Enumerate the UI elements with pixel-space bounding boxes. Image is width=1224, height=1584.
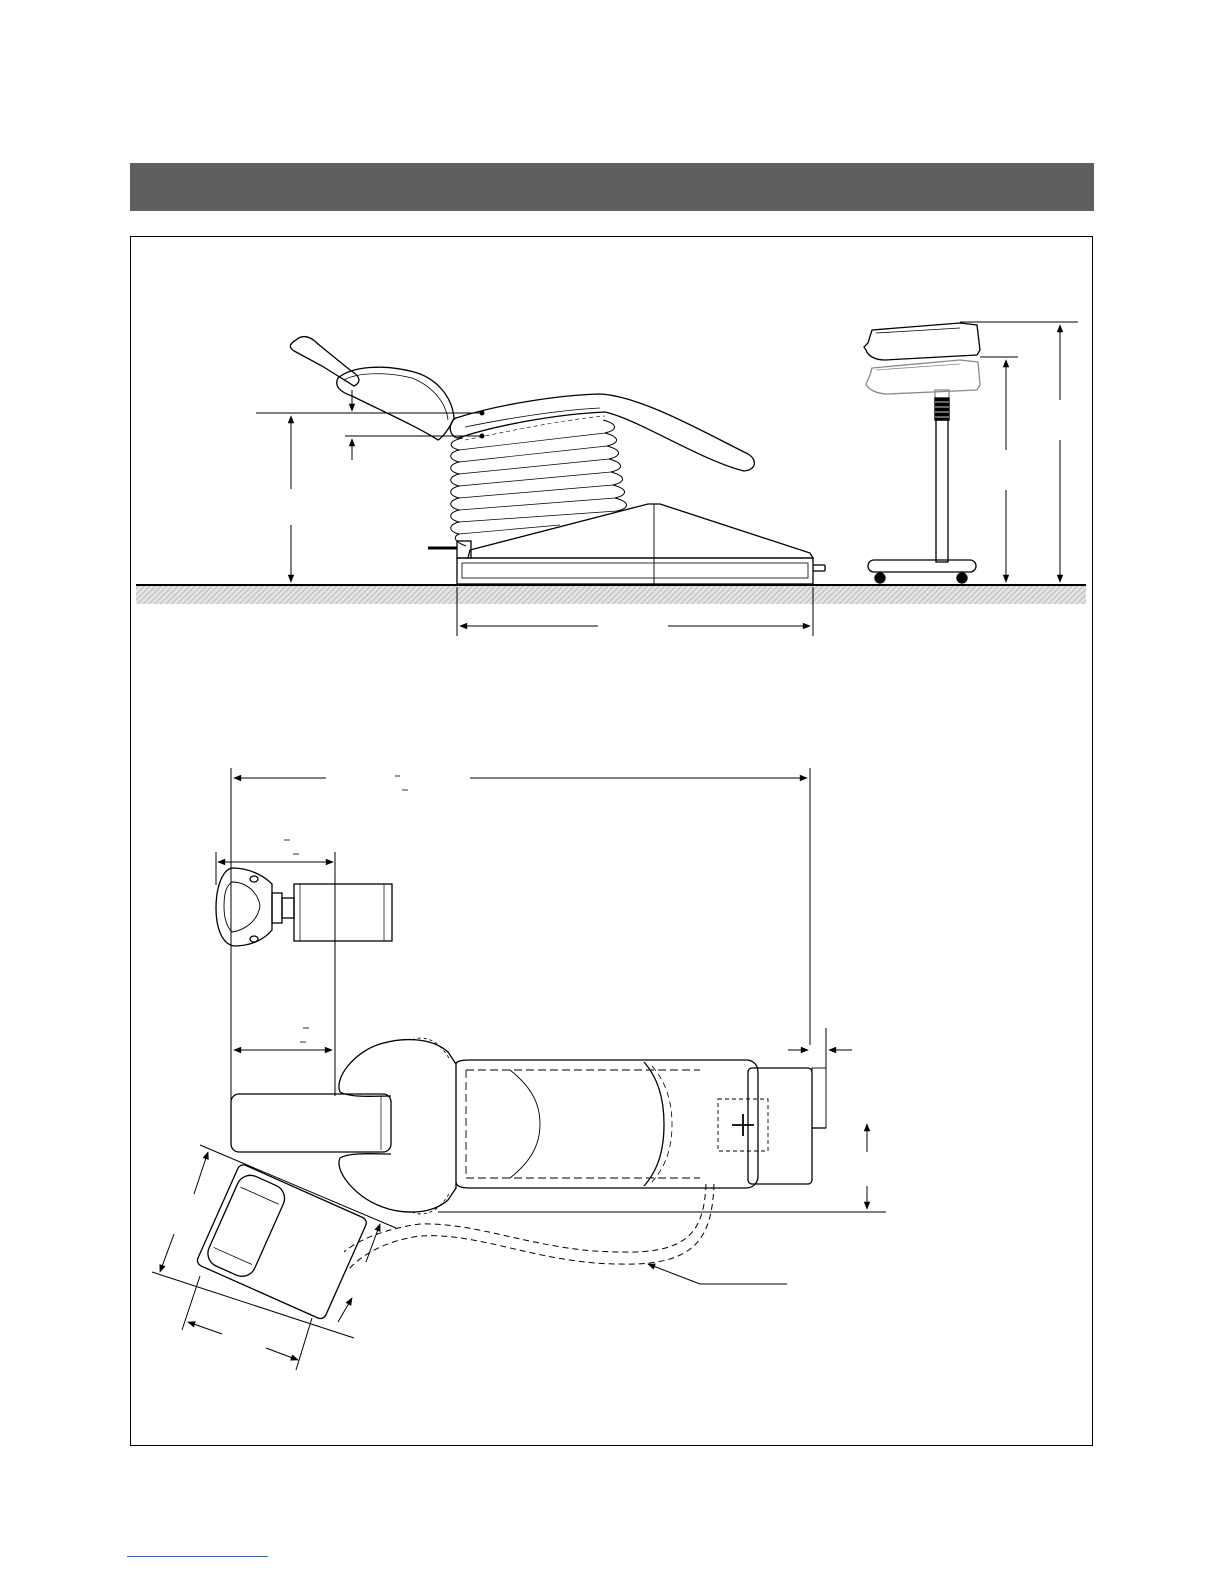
chair-bellows: [451, 420, 627, 546]
dimension-arrow-icon: [338, 1298, 352, 1322]
dimension-arrow-icon: [160, 1234, 174, 1272]
assistant-unit: [216, 868, 392, 946]
floor-hatch: [136, 586, 1086, 604]
dimension-arrow-icon: [366, 1224, 380, 1262]
side-view: [136, 322, 1086, 636]
dimension-arrow-icon: [648, 1264, 700, 1284]
top-view: [152, 768, 886, 1370]
dimension-arrow-icon: [194, 1152, 208, 1194]
center-cross-icon: [732, 1114, 754, 1136]
cable-path: [344, 1184, 706, 1252]
chair-base: [428, 504, 825, 584]
footer-rule: [127, 1556, 268, 1557]
chair-top: [231, 1038, 826, 1214]
instrument-table: [864, 323, 980, 583]
top-dimensions: [152, 768, 886, 1370]
dimension-arrow-icon: [188, 1322, 222, 1334]
chair-headrest: [290, 337, 454, 440]
cart-top: [196, 1163, 369, 1320]
dimension-arrow-icon: [266, 1348, 298, 1360]
